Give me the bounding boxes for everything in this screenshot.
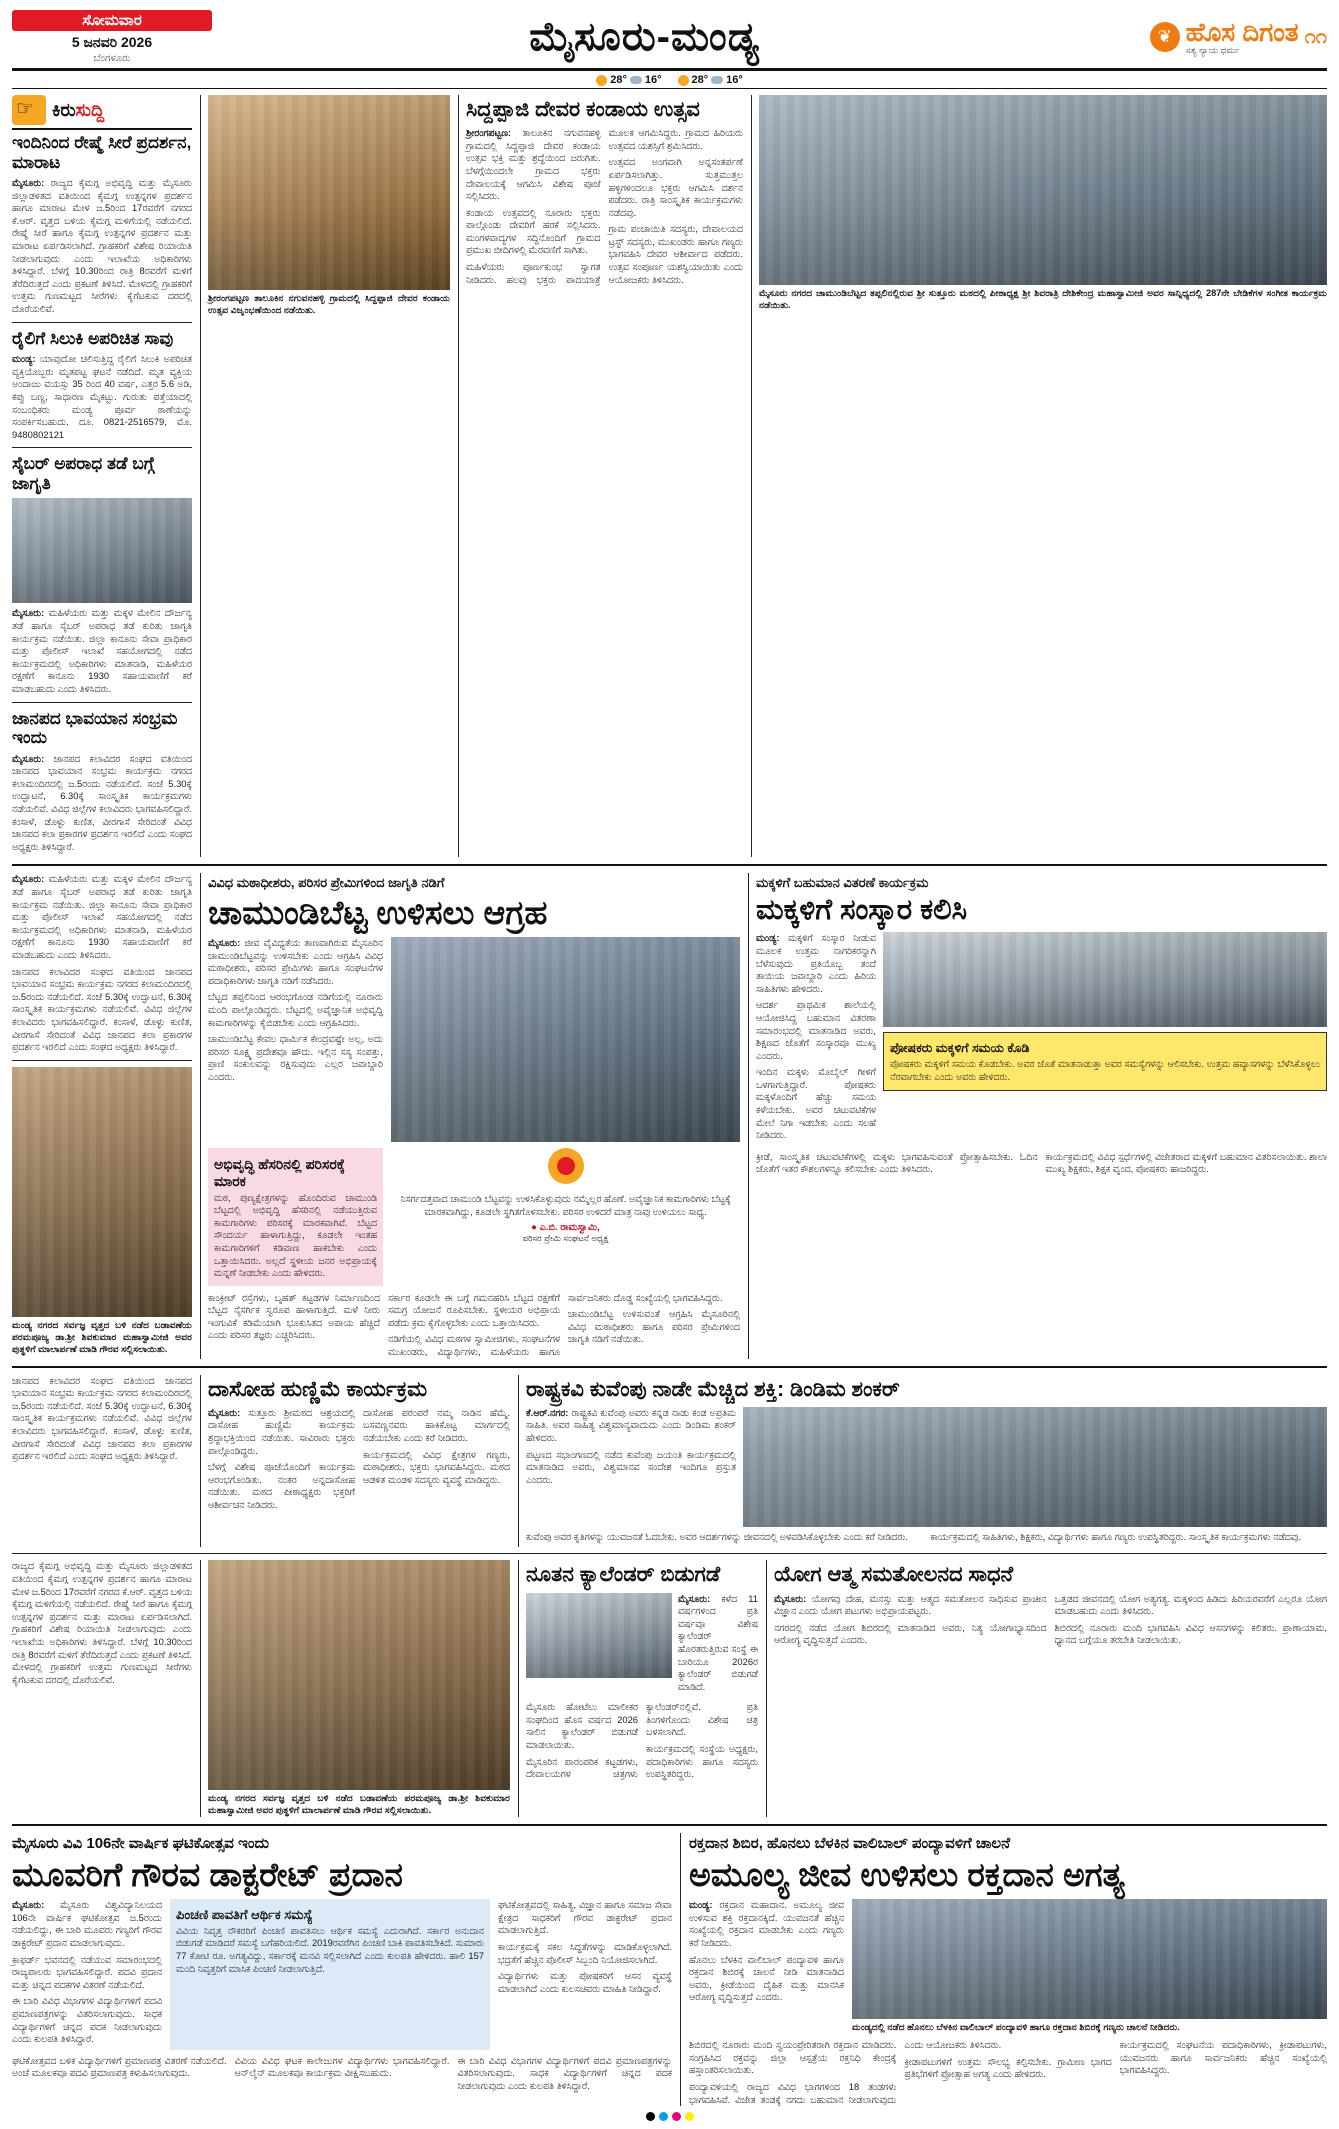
fourth-band (12, 1560, 1327, 1817)
masthead (12, 10, 1327, 71)
weather-strip (12, 71, 1327, 89)
kicker-makkalige: ಮಕ್ಕಳಿಗೆ ಬಹುಮಾನ ವಿತರಣೆ ಕಾರ್ಯಕ್ರಮ (756, 875, 929, 891)
article-text: ಪಂದ್ಯಾವಳಿಯಲ್ಲಿ ರಾಜ್ಯದ ವಿವಿಧ ಭಾಗಗಳಿಂದ 18 ತಂಡಗಳು ಭಾಗವಹಿಸಿವೆ. ವಿಜೇತ ತಂಡಕ್ಕೆ ನಗದು ಬಹುಮಾನ ನೀಡಲಾಗುವುದು ಎಂದು ಆಯೋಜಕರು ತಿಳಿಸಿದರು. (689, 2039, 1002, 2105)
story-dasoha-body (208, 1407, 510, 1512)
photo-caption-statue: ಮಂಡ್ಯ ನಗರದ ಸರ್ವಜ್ಞ ವೃತ್ತದ ಬಳಿ ನಡೆದ ಬಡಾವಣೆಯ ಪರಮಪೂಜ್ಯ ಡಾ.ಶ್ರೀ ಶಿವಕುಮಾರ ಮಹಾಸ್ವಾಮೀಜಿ ಅವರ ಪುತ್ಥಳಿಗೆ ಮಾಲಾರ್ಪಣೆ ಮಾಡಿ ಗೌರವ ಸಲ್ಲಿಸಲಾಯಿತು. (208, 1793, 510, 1816)
story-kuvempu-body-a (526, 1407, 736, 1487)
quote-text: ನಿಸರ್ಗದತ್ತವಾದ ಚಾಮುಂಡಿ ಬೆಟ್ಟವನ್ನು ಉಳಿಸಿಕೊಳ್ಳುವುದು ನಮ್ಮೆಲ್ಲರ ಹೊಣೆ. ಅವೈಜ್ಞಾನಿಕ ಕಾಮಗಾರಿಗಳು ಬೆಟ್ಟಕ್ಕೆ ಮಾರಕವಾಗಿದ್ದು, ಕೂಡಲೇ ಸ್ಥಗಿತಗೊಳಿಸಬೇಕು. ಪರಿಸರ ಉಳಿದರೆ ಮಾತ್ರ ನಾವು ಉಳಿಯಲು ಸಾಧ್ಯ. (400, 1192, 731, 1217)
article-text: ಈ ಬಾರಿ ವಿವಿಧ ವಿಭಾಗಗಳ ವಿದ್ಯಾರ್ಥಿಗಳಿಗೆ ಪದವಿ ಪ್ರಮಾಣಪತ್ರಗಳನ್ನು ವಿತರಿಸಲಾಗುವುದು. ಸಾಧಕ ವಿದ್ಯಾರ್ಥಿಗಳಿಗೆ ಚಿನ್ನದ ಪದಕ ನೀಡಲಾಗುವುದು ಎಂದು ಕುಲಪತಿ ತಿಳಿಸಿದ್ದಾರೆ. (457, 2054, 672, 2091)
fourth-band-spacer (12, 1560, 192, 1817)
dateline: ಮೈಸೂರು: (12, 177, 45, 189)
masthead-date: 5 ಜನವರಿ 2026 (71, 34, 153, 50)
article-text: ಶಿಬಿರದಲ್ಲಿ ನೂರಾರು ಮಂದಿ ಭಾಗವಹಿಸಿ ವಿವಿಧ ಆಸನಗಳನ್ನು ಕಲಿತರು. ಪ್ರಾಣಾಯಾಮ, ಧ್ಯಾನದ ಬಗ್ಗೆಯೂ ತರಬೇತಿ ನೀಡಲಾಯಿತು. (1054, 1621, 1327, 1646)
third-band (12, 1375, 1327, 1548)
article-text: ದಾಸೋಹ ಪರಂಪರೆ ನಮ್ಮ ನಾಡಿನ ಹೆಮ್ಮೆ. ಬಸವಣ್ಣನವರು ಹಾಕಿಕೊಟ್ಟ ಮಾರ್ಗದಲ್ಲಿ ನಡೆಯಬೇಕು ಎಂದು ಕರೆ ನೀಡಿದರು. (363, 1406, 510, 1443)
dateline: ಮೈಸೂರು: (12, 873, 45, 885)
story-yoga-body (774, 1593, 1327, 1651)
weather-low: 16° (726, 74, 743, 86)
article-text: ಕಾರ್ಯಕ್ರಮದಲ್ಲಿ ವಿವಿಧ ಕ್ಷೇತ್ರಗಳ ಗಣ್ಯರು, ಮಠಾಧೀಶರು, ಭಕ್ತರು ಭಾಗವಹಿಸಿದ್ದರು. ಮಠದ ಆಡಳಿತ ಮಂಡಳಿ ಸದಸ್ಯರು ವ್ಯವಸ್ಥೆ ಮಾಡಿದ್ದರು. (363, 1448, 510, 1485)
blood-body-tail (689, 2039, 1327, 2106)
article-text: ಮಹಿಳೆಯರು ಪೂರ್ಣಕುಂಭ ಸ್ವಾಗತ ನೀಡಿದರು. ಹಲವು ಭಕ್ತರು ಪಾದಯಾತ್ರೆ ಮೂಲಕ ಆಗಮಿಸಿದ್ದರು. ಗ್ರಾಮದ ಹಿರಿಯರು ಉತ್ಸವದ ಯಶಸ್ಸಿಗೆ ಶ್ರಮಿಸಿದರು. (466, 127, 743, 285)
story-chamundi-body-a (208, 937, 383, 1084)
quote-author-title: ಪರಿಸರ ಪ್ರೇಮಿ ಸಂಘಟನೆ ಅಧ್ಯಕ್ಷ (522, 1233, 609, 1244)
photo-statue-garlanding (208, 1560, 510, 1790)
article-text: ಉತ್ಸವದ ಅಂಗವಾಗಿ ಅನ್ನಸಂತರ್ಪಣೆ ಏರ್ಪಡಿಸಲಾಗಿತ್ತು. ಸುತ್ತಮುತ್ತಲ ಹಳ್ಳಿಗಳಿಂದಲೂ ಭಕ್ತರು ಆಗಮಿಸಿ ದರ್ಶನ ಪಡೆದರು. ರಾತ್ರಿ ಸಾಂಸ್ಕೃತಿಕ ಕಾರ್ಯಕ್ರಮಗಳು ನಡೆದವು. (608, 156, 743, 218)
mandya-photo-column (200, 1560, 510, 1817)
sidebar-text: ಮಠ, ಪುಣ್ಯಕ್ಷೇತ್ರಗಳನ್ನು ಹೊಂದಿರುವ ಚಾಮುಂಡಿ ಬೆಟ್ಟದಲ್ಲಿ ಅಭಿವೃದ್ಧಿ ಹೆಸರಿನಲ್ಲಿ ನಡೆಯುತ್ತಿರುವ ಕಾಮಗಾರಿಗಳು ಪರಿಸರಕ್ಕೆ ಮಾರಕವಾಗಿವೆ. ಬೆಟ್ಟದ ಸೌಂದರ್ಯ ಹಾಳಾಗುತ್ತಿದ್ದು, ಕೂಡಲೇ ಇಂತಹ ಕಾಮಗಾರಿಗಳಿಗೆ ಕಡಿವಾಣ ಹಾಕಬೇಕು ಎಂದು ಒತ್ತಾಯಿಸಿದರು. ಅಲ್ಲದೆ ಸ್ಥಳೀಯ ಜನರ ಅಭಿಪ್ರಾಯಕ್ಕೆ ಮನ್ನಣೆ ನೀಡಬೇಕು ಎಂದು ಹೇಳಿದರು. (214, 1191, 377, 1279)
weather-low: 16° (644, 74, 662, 86)
dateline: ಮೈಸೂರು: (12, 752, 45, 764)
yoga-column (766, 1560, 1327, 1817)
photo-chamundi-awareness-walk (391, 937, 740, 1142)
article-text: ವಿದ್ಯಾರ್ಥಿಗಳು ಮತ್ತು ಪೋಷಕರಿಗೆ ಆಸನ ವ್ಯವಸ್ಥೆ ಮಾಡಲಾಗಿದೆ ಎಂದು ಕುಲಸಚಿವರು ಮಾಹಿತಿ ನೀಡಿದ್ದಾರೆ. (498, 1970, 672, 1994)
dateline: ಮೈಸೂರು: (208, 936, 241, 948)
bottom-band (12, 1833, 1327, 2106)
article-text: ಮಹಿಳೆಯರು ಮತ್ತು ಮಕ್ಕಳ ಮೇಲಿನ ದೌರ್ಜನ್ಯ ತಡೆ ಹಾಗೂ ಸೈಬರ್ ಅಪರಾಧ ತಡೆ ಕುರಿತು ಜಾಗೃತಿ ಕಾರ್ಯಕ್ರಮ ನಡೆಯಿತು. ಜಿಲ್ಲಾ ಕಾನೂನು ಸೇವಾ ಪ್ರಾಧಿಕಾರ ಮತ್ತು ಪೊಲೀಸ್ ಇಲಾಖೆ ಸಹಯೋಗದಲ್ಲಿ ನಡೆದ ಕಾರ್ಯಕ್ರಮದಲ್ಲಿ ಅಧಿಕಾರಿಗಳು ಮಾತನಾಡಿ, ಮಹಿಳೆಯರ ರಕ್ಷಣೆಗೆ ಕಾನೂನು 1930 ಸಹಾಯವಾಣಿಗೆ ಕರೆ ಮಾಡಬಹುದು ಎಂದು ತಿಳಿಸಿದರು. (12, 607, 192, 694)
photo-caption-siddapaji: ಶ್ರೀರಂಗಪಟ್ಟಣ ತಾಲೂಕಿನ ನಗುವನಹಳ್ಳಿ ಗ್ರಾಮದಲ್ಲಿ ಸಿದ್ದಪ್ಪಾಜಿ ದೇವರ ಕಂಡಾಯ ಉತ್ಸವ ವಿಜೃಂಭಣೆಯಿಂದ ನಡೆಯಿತು. (208, 293, 450, 315)
left-continuation-body (12, 873, 192, 1053)
color-dot-cyan (659, 2112, 668, 2121)
sun-icon (596, 75, 607, 86)
siddapaji-photo-column (200, 95, 450, 857)
kuvempu-column (518, 1375, 1327, 1548)
sun-icon (678, 75, 689, 86)
article-text: ಕಳೆದ 11 ವರ್ಷಗಳಿಂದ ಪ್ರತಿ ವರ್ಷವೂ ವಿಶೇಷ ಕ್ಯಾಲೆಂಡರ್ ಹೊರತರುತ್ತಿರುವ ಸಂಸ್ಥೆ ಈ ಬಾರಿಯೂ 2026ರ ಕ್ಯಾಲೆಂಡರ್ ಬಿಡುಗಡೆ ಮಾಡಿದೆ. (678, 1592, 759, 1692)
article-text: ಇಂದಿನ ಮಕ್ಕಳು ಮೊಬೈಲ್ ಗೀಳಿಗೆ ಒಳಗಾಗುತ್ತಿದ್ದಾರೆ. ಪೋಷಕರು ಮಕ್ಕಳೊಂದಿಗೆ ಹೆಚ್ಚು ಸಮಯ ಕಳೆಯಬೇಕು. ಅವರ ಚಟುವಟಿಕೆಗಳ ಮೇಲೆ ನಿಗಾ ಇಡಬೇಕು ಎಂದು ಸಲಹೆ ನೀಡಿದರು. (756, 1066, 876, 1141)
masthead-brand (1077, 16, 1327, 56)
dateline: ಮೈಸೂರು: (678, 1592, 711, 1604)
kirusuddi-headline-0: ಇಂದಿನಿಂದ ರೇಷ್ಮೆ ಸೀರೆ ಪ್ರದರ್ಶನ, ಮಾರಾಟ (12, 133, 192, 172)
kirusuddi-label-2: ಸುದ್ದಿ (75, 99, 105, 120)
headline-convocation: ಮೂವರಿಗೆ ಗೌರವ ಡಾಕ್ಟರೇಟ್ ಪ್ರದಾನ (12, 1856, 403, 1894)
middle-band (12, 873, 1327, 1358)
kirusuddi-headline-2: ಸೈಬರ್ ಅಪರಾಧ ತಡೆ ಬಗ್ಗೆ ಜಾಗೃತಿ (12, 454, 155, 493)
headline-kuvempu: ರಾಷ್ಟ್ರಕವಿ ಕುವೆಂಪು ನಾಡೇ ಮೆಚ್ಚಿದ ಶಕ್ತಿ: ಡಿಂಡಿಮ ಶಂಕರ್ (526, 1377, 900, 1401)
headline-calendar: ನೂತನ ಕ್ಯಾಲೆಂಡರ್ ಬಿಡುಗಡೆ (526, 1563, 721, 1587)
weather-item (678, 74, 743, 86)
article-text: ಚಾಮುಂಡಿಬೆಟ್ಟ ಉಳಿಸುವಂತೆ ಆಗ್ರಹಿಸಿ ಮೈಸೂರಿನಲ್ಲಿ ವಿವಿಧ ಮಠಾಧೀಶರು ಹಾಗೂ ಪರಿಸರ ಪ್ರೇಮಿಗಳಿಂದ ಜಾಗೃತಿ ನಡಿಗೆ ನಡೆಯಿತು. (568, 1308, 740, 1345)
page-title: ಮೈಸೂರು-ಮಂಡ್ಯ (529, 14, 760, 59)
article-text: ರಾಜ್ಯದ ಕೈಮಗ್ಗ ಅಭಿವೃದ್ಧಿ ಮತ್ತು ಮೈಸೂರು ಜಿಲ್ಲಾಡಳಿತದ ವತಿಯಿಂದ ಕೈಮಗ್ಗ ಉತ್ಪನ್ನಗಳ ಪ್ರದರ್ಶನ ಹಾಗೂ ಮಾರಾಟ ಮೇಳ ಜ.5ರಿಂದ 17ರವರೆಗೆ ನಗರದ ಕೆ.ಆರ್. ವೃತ್ತದ ಬಳಿಯ ಕೈಮಗ್ಗ ಮಳಿಗೆಯಲ್ಲಿ ನಡೆಯಲಿದೆ. ರೇಷ್ಮೆ ಸೀರೆ ಹಾಗೂ ಕೈಮಗ್ಗ ಉತ್ಪನ್ನಗಳ ಪ್ರದರ್ಶನ ಮತ್ತು ಮಾರಾಟ ಏರ್ಪಡಿಸಲಾಗಿದೆ. ಗ್ರಾಹಕರಿಗೆ ವಿಶೇಷ ರಿಯಾಯಿತಿ ನೀಡಲಾಗುವುದು ಎಂದು ಇಲಾಖೆಯ ಅಧಿಕಾರಿಗಳು ತಿಳಿಸಿದ್ದಾರೆ. ಬೆಳಗ್ಗೆ 10.30ರಿಂದ ರಾತ್ರಿ 8ರವರೆಗೆ ಮಳಿಗೆ ತೆರೆದಿರುತ್ತದೆ ಎಂದು ಪ್ರಕಟಣೆ ತಿಳಿಸಿದೆ. ಮೇಳದಲ್ಲಿ ಗ್ರಾಹಕರಿಗೆ ಉತ್ತಮ ಗುಣಮಟ್ಟದ ಸೀರೆಗಳು ಕೈಗೆಟಕುವ ದರದಲ್ಲಿ ದೊರೆಯಲಿವೆ. (12, 1560, 192, 1685)
article-text: ಘಟಿಕೋತ್ಸವದಲ್ಲಿ ಸಾಹಿತ್ಯ, ವಿಜ್ಞಾನ ಹಾಗೂ ಸಮಾಜ ಸೇವಾ ಕ್ಷೇತ್ರದ ಸಾಧಕರಿಗೆ ಗೌರವ ಡಾಕ್ಟರೇಟ್ ಪ್ರದಾನ ಮಾಡಲಾಗುತ್ತಿದೆ. (498, 1899, 672, 1936)
article-text: ಘಟಿಕೋತ್ಸವದ ಬಳಿಕ ವಿದ್ಯಾರ್ಥಿಗಳಿಗೆ ಪ್ರಮಾಣಪತ್ರ ವಿತರಣೆ ನಡೆಯಲಿದೆ. ಅಂಚೆ ಮೂಲಕವೂ ಪದವಿ ಪ್ರಮಾಣಪತ್ರ ಕಳುಹಿಸಲಾಗುವುದು. (12, 2054, 227, 2079)
article-text: ಕಾರ್ಯಕ್ರಮದಲ್ಲಿ ವಿವಿಧ ಸ್ಪರ್ಧೆಗಳಲ್ಲಿ ವಿಜೇತರಾದ ಮಕ್ಕಳಿಗೆ ಬಹುಮಾನ ವಿತರಿಸಲಾಯಿತು. ಶಾಲಾ ಮುಖ್ಯ ಶಿಕ್ಷಕರು, ಶಿಕ್ಷಕ ವೃಂದ, ಪೋಷಕರು ಹಾಜರಿದ್ದರು. (1045, 1150, 1327, 1175)
photo-calendar-release (526, 1593, 672, 1678)
photo-suttur-math-event (759, 95, 1327, 285)
kirusuddi-label-1: ಕಿರು (52, 99, 76, 120)
blood-body-col1 (689, 1899, 844, 2004)
kirusuddi-body-2 (12, 607, 192, 695)
masthead-city: ಬೆಂಗಳೂರು (93, 53, 131, 64)
article-text: ಗ್ರಾಮ ಪಂಚಾಯಿತಿ ಸದಸ್ಯರು, ದೇವಾಲಯದ ಟ್ರಸ್ಟ್ ಸದಸ್ಯರು, ಮುಖಂಡರು ಹಾಗೂ ಗಣ್ಯರು ಭಾಗವಹಿಸಿ ದೇವರ ಆಶೀರ್ವಾದ ಪಡೆದರು. ಉತ್ಸವ ಸಂಪೂರ್ಣ ಯಶಸ್ವಿಯಾಯಿತು ಎಂದು ಆಯೋಜಕರು ತಿಳಿಸಿದರು. (608, 223, 743, 285)
article-text: ಕ್ರೀಡಾಪಟುಗಳಿಗೆ ಉತ್ತಮ ಸೌಲಭ್ಯ ಕಲ್ಪಿಸಬೇಕು. ಗ್ರಾಮೀಣ ಭಾಗದ ಪ್ರತಿಭೆಗಳಿಗೆ ಪ್ರೋತ್ಸಾಹ ಅಗತ್ಯ ಎಂದು ಹೇಳಿದರು. (904, 2055, 1112, 2080)
organization-logo-icon (548, 1148, 584, 1184)
article-text: ಕಾಂಕ್ರೀಟ್ ರಸ್ತೆಗಳು, ಬೃಹತ್ ಕಟ್ಟಡಗಳ ನಿರ್ಮಾಣದಿಂದ ಬೆಟ್ಟದ ನೈಸರ್ಗಿಕ ಸ್ವರೂಪ ಹಾಳಾಗುತ್ತಿದೆ. ಮಳೆ ನೀರು ಇಂಗುವಿಕೆ ಕಡಿಮೆಯಾಗಿ ಭೂಕುಸಿತದ ಅಪಾಯ ಹೆಚ್ಚಿದೆ ಎಂದು ಪರಿಸರ ತಜ್ಞರು ಎಚ್ಚರಿಸಿದರು. (208, 1291, 380, 1341)
article-text: ವಿವಿಯ ವಿವಿಧ ಘಟಕ ಕಾಲೇಜುಗಳ ವಿದ್ಯಾರ್ಥಿಗಳು ಭಾಗವಹಿಸಲಿದ್ದಾರೆ. ಆನ್‌ಲೈನ್ ಮೂಲಕವೂ ಕಾರ್ಯಕ್ರಮ ವೀಕ್ಷಿಸಬಹುದು. (234, 2054, 450, 2079)
article-text: ಹೊನಲು ಬೆಳಕಿನ ವಾಲಿಬಾಲ್ ಪಂದ್ಯಾವಳಿ ಹಾಗೂ ರಕ್ತದಾನ ಶಿಬಿರಕ್ಕೆ ಚಾಲನೆ ನೀಡಿ ಮಾತನಾಡಿದ ಅವರು, ಕ್ರೀಡೆಯಿಂದ ದೈಹಿಕ ಮತ್ತು ಮಾನಸಿಕ ಆರೋಗ್ಯ ವೃದ್ಧಿಸುತ್ತದೆ ಎಂದರು. (689, 1953, 844, 2003)
article-text: ಜಾನಪದ ಕಲಾವಿದರ ಸಂಘದ ವತಿಯಿಂದ ಜಾನಪದ ಭಾವಯಾನ ಸಂಭ್ರಮ ಕಾರ್ಯಕ್ರಮ ನಗರದ ಕಲಾಮಂದಿರದಲ್ಲಿ ಜ.5ರಂದು ನಡೆಯಲಿದೆ. ಸಂಜೆ 5.30ಕ್ಕೆ ಉದ್ಘಾಟನೆ, 6.30ಕ್ಕೆ ಸಾಂಸ್ಕೃತಿಕ ಕಾರ್ಯಕ್ರಮಗಳು ನಡೆಯಲಿವೆ. ವಿವಿಧ ಜಿಲ್ಲೆಗಳ ಕಲಾವಿದರು ಭಾಗವಹಿಸಲಿದ್ದಾರೆ. ಕಂಸಾಳೆ, ಡೊಳ್ಳು ಕುಣಿತ, ವೀರಗಾಸೆ ಸೇರಿದಂತೆ ವಿವಿಧ ಜಾನಪದ ಕಲಾ ಪ್ರಕಾರಗಳ ಪ್ರದರ್ಶನ ಇರಲಿದೆ ಎಂದು ಸಂಘದ ಅಧ್ಯಕ್ಷರು ತಿಳಿಸಿದ್ದಾರೆ. (12, 965, 192, 1053)
bottom-left-package (12, 1833, 672, 2106)
kirusuddi-title (52, 100, 104, 121)
headline-blooddonation: ಅಮೂಲ್ಯ ಜೀವ ಉಳಿಸಲು ರಕ್ತದಾನ ಅಗತ್ಯ (689, 1856, 1125, 1894)
cloud-icon (711, 76, 723, 84)
kicker-chamundi: ವಿವಿಧ ಮಠಾಧೀಶರು, ಪರಿಸರ ಪ್ರೇಮಿಗಳಿಂದ ಜಾಗೃತಿ ನಡಿಗೆ (208, 875, 445, 891)
dateline: ಮೈಸೂರು: (12, 1899, 45, 1911)
makkalige-column (748, 873, 1327, 1358)
article-text: ಕಾರ್ಯಕ್ರಮದಲ್ಲಿ ಸಂಸ್ಥೆಯ ಅಧ್ಯಕ್ಷರು, ಪದಾಧಿಕಾರಿಗಳು ಹಾಗೂ ಸದಸ್ಯರು ಉಪಸ್ಥಿತರಿದ್ದರು. (646, 1743, 758, 1780)
box-title-pension: ಪಿಂಚಣಿ ಪಾವತಿಗೆ ಆರ್ಥಿಕ ಸಮಸ್ಯೆ (176, 1907, 313, 1923)
article-text: ಕಾರ್ಯಕ್ರಮದಲ್ಲಿ ಸಾಹಿತಿಗಳು, ಶಿಕ್ಷಕರು, ವಿದ್ಯಾರ್ಥಿಗಳು ಹಾಗೂ ಗಣ್ಯರು ಉಪಸ್ಥಿತರಿದ್ದರು. ಸಾಂಸ್ಕೃತಿಕ ಕಾರ್ಯಕ್ರಮಗಳು ನಡೆದವು. (930, 1530, 1302, 1542)
story-siddapaji-body (466, 127, 743, 288)
article-text: ಜೀವ ವೈವಿಧ್ಯತೆಯ ತಾಣವಾಗಿರುವ ಮೈಸೂರಿನ ಚಾಮುಂಡಿಬೆಟ್ಟವನ್ನು ಉಳಿಸಬೇಕು ಎಂದು ಆಗ್ರಹಿಸಿ ವಿವಿಧ ಮಠಾಧೀಶರು, ಪರಿಸರ ಪ್ರೇಮಿಗಳು ಹಾಗೂ ಸಂಘಟನೆಗಳ ಪದಾಧಿಕಾರಿಗಳು ಜಾಗೃತಿ ನಡಿಗೆ ನಡೆಸಿದರು. (208, 936, 383, 986)
quote-author: ● ಎ.ಬಿ. ರಾಮಸ್ವಾಮಿ, (531, 1222, 600, 1234)
kirusuddi-header (12, 95, 192, 130)
article-text: ಯಾವುದೋ ಚಲಿಸುತ್ತಿದ್ದ ರೈಲಿಗೆ ಸಿಲುಕಿ ಅಪರಿಚಿತ ವ್ಯಕ್ತಿಯೊಬ್ಬರು ಮೃತಪಟ್ಟ ಘಟನೆ ನಡೆದಿದೆ. ಮೃತ ವ್ಯಕ್ತಿಯ ಅಂದಾಜು ವಯಸ್ಸು 35 ರಿಂದ 40 ವರ್ಷ, ಎತ್ತರ 5.6 ಅಡಿ, ಕಪ್ಪು ಬಣ್ಣ, ಸಾಧಾರಣ ಮೈಕಟ್ಟು. ಗುರುತು ಪತ್ತೆಯಾದಲ್ಲಿ ಸಂಬಂಧಿಕರು ಮಂಡ್ಯ ಪೂರ್ವ ಠಾಣೆಯನ್ನು ಸಂಪರ್ಕಿಸಬಹುದು. ದೂ. 0821-2516579, ಮೊ. 9480802121 (12, 353, 192, 440)
third-band-spacer (12, 1375, 192, 1548)
article-text: ಕ್ರೀಡೆ, ಸಾಂಸ್ಕೃತಿಕ ಚಟುವಟಿಕೆಗಳಲ್ಲಿ ಮಕ್ಕಳು ಭಾಗವಹಿಸುವಂತೆ ಪ್ರೋತ್ಸಾಹಿಸಬೇಕು. ಓದಿನ ಜೊತೆಗೆ ಇತರ ಕೌಶಲಗಳನ್ನೂ ಕಲಿಸಬೇಕು ಎಂದು ತಿಳಿಸಿದರು. (756, 1150, 1038, 1175)
article-text: ಶಿಬಿರದಲ್ಲಿ ನೂರಾರು ಮಂದಿ ಸ್ವಯಂಪ್ರೇರಿತರಾಗಿ ರಕ್ತದಾನ ಮಾಡಿದರು. ಸಂಗ್ರಹಿಸಿದ ರಕ್ತವನ್ನು ಜಿಲ್ಲಾ ಆಸ್ಪತ್ರೆಯ ರಕ್ತನಿಧಿ ಕೇಂದ್ರಕ್ಕೆ ಹಸ್ತಾಂತರಿಸಲಾಯಿತು. (689, 2039, 897, 2076)
convocation-body-col1 (12, 1899, 162, 2046)
article-text: ಜಾನಪದ ಕಲಾವಿದರ ಸಂಘದ ವತಿಯಿಂದ ಜಾನಪದ ಭಾವಯಾನ ಸಂಭ್ರಮ ಕಾರ್ಯಕ್ರಮ ನಗರದ ಕಲಾಮಂದಿರದಲ್ಲಿ ಜ.5ರಂದು ನಡೆಯಲಿದೆ. ಸಂಜೆ 5.30ಕ್ಕೆ ಉದ್ಘಾಟನೆ, 6.30ಕ್ಕೆ ಸಾಂಸ್ಕೃತಿಕ ಕಾರ್ಯಕ್ರಮಗಳು ನಡೆಯಲಿವೆ. ವಿವಿಧ ಜಿಲ್ಲೆಗಳ ಕಲಾವಿದರು ಭಾಗವಹಿಸಲಿದ್ದಾರೆ. ಕಂಸಾಳೆ, ಡೊಳ್ಳು ಕುಣಿತ, ವೀರಗಾಸೆ ಸೇರಿದಂತೆ ವಿವಿಧ ಜಾನಪದ ಕಲಾ ಪ್ರಕಾರಗಳ ಪ್ರದರ್ಶನ ಇರಲಿದೆ ಎಂದು ಸಂಘದ ಅಧ್ಯಕ್ಷರು ತಿಳಿಸಿದ್ದಾರೆ. (12, 1374, 192, 1462)
dateline: ಮಂಡ್ಯ: (689, 1899, 713, 1911)
story-kuvempu-body-b (526, 1531, 1327, 1548)
dateline: ಕೆ.ಆರ್.ನಗರ: (526, 1406, 569, 1418)
spacer-text (12, 1375, 192, 1463)
box-title: ಪೋಷಕರು ಮಕ್ಕಳಿಗೆ ಸಮಯ ಕೊಡಿ (890, 1041, 1030, 1056)
weather-item (596, 74, 661, 86)
article-text: ಮೈಸೂರು ವಿಶ್ವವಿದ್ಯಾನಿಲಯದ 106ನೇ ವಾರ್ಷಿಕ ಘಟಿಕೋತ್ಸವ ಜ.5ರಂದು ನಡೆಯಲಿದ್ದು, ಈ ಬಾರಿ ಮೂವರು ಗಣ್ಯರಿಗೆ ಗೌರವ ಡಾಕ್ಟರೇಟ್ ಪ್ರದಾನ ಮಾಡಲಾಗುವುದು. (12, 1899, 162, 1949)
pension-box (170, 1899, 490, 2050)
article-text: ಕ್ರಾಫರ್ಡ್ ಭವನದಲ್ಲಿ ನಡೆಯುವ ಸಮಾರಂಭದಲ್ಲಿ ರಾಜ್ಯಪಾಲರು ಭಾಗವಹಿಸಲಿದ್ದಾರೆ. ಪದವಿ ಪ್ರದಾನ ಮತ್ತು ಚಿನ್ನದ ಪದಕಗಳ ವಿತರಣೆ ನಡೆಯಲಿದೆ. (12, 1953, 162, 1990)
article-text: ಸರ್ಕಾರ ಕೂಡಲೇ ಈ ಬಗ್ಗೆ ಗಮನಹರಿಸಿ ಬೆಟ್ಟದ ರಕ್ಷಣೆಗೆ ಸಮಗ್ರ ಯೋಜನೆ ರೂಪಿಸಬೇಕು. ಸ್ಥಳೀಯರ ಅಭಿಪ್ರಾಯ ಪಡೆದು ಕ್ರಮ ಕೈಗೊಳ್ಳಬೇಕು ಎಂದು ಒತ್ತಾಯಿಸಿದರು. (388, 1291, 560, 1328)
convocation-body-tail (12, 2055, 672, 2093)
photo-siddapaji-procession (208, 95, 450, 290)
photo-mandya-statue (12, 1067, 192, 1317)
left-continuation-column (12, 873, 192, 1358)
article-text: ಚಾಮುಂಡಿಬೆಟ್ಟ ಕೇವಲ ಧಾರ್ಮಿಕ ಕೇಂದ್ರವಷ್ಟೇ ಅಲ್ಲ, ಅದು ಪರಿಸರ ಸೂಕ್ಷ್ಮ ಪ್ರದೇಶವೂ ಹೌದು. ಇಲ್ಲಿನ ಸಸ್ಯ ಸಂಪತ್ತು, ಪ್ರಾಣಿ ಸಂಕುಲವನ್ನು ರಕ್ಷಿಸುವುದು ಎಲ್ಲರ ಜವಾಬ್ದಾರಿ ಎಂದರು. (208, 1033, 383, 1082)
box-text: ಪೋಷಕರು ಮಕ್ಕಳಿಗೆ ಸಮಯ ಕೊಡಬೇಕು. ಅವರ ಜೊತೆ ಮಾತನಾಡುತ್ತಾ ಅವರ ಸಮಸ್ಯೆಗಳನ್ನು ಆಲಿಸಬೇಕು. ಉತ್ತಮ ಹವ್ಯಾಸಗಳನ್ನು ಬೆಳೆಸಿಕೊಳ್ಳಲು ನೆರವಾಗಬೇಕು ಎಂದು ಅವರು ಹೇಳಿದರು. (890, 1058, 1320, 1082)
dasoha-column (200, 1375, 510, 1548)
story-calendar-body-b (526, 1701, 758, 1783)
article-text: ನಗರದಲ್ಲಿ ನಡೆದ ಯೋಗ ಶಿಬಿರದಲ್ಲಿ ಮಾತನಾಡಿದ ಅವರು, ನಿತ್ಯ ಯೋಗಾಭ್ಯಾಸದಿಂದ ಆರೋಗ್ಯ ವೃದ್ಧಿಸುತ್ತದೆ ಎಂದರು. (774, 1621, 1047, 1646)
story-makkalige-body-b (756, 1151, 1327, 1180)
kirusuddi-body-3 (12, 753, 192, 854)
calendar-column (518, 1560, 758, 1817)
cloud-icon (630, 76, 642, 84)
article-text: ಬೆಟ್ಟದ ತಪ್ಪಲಿನಿಂದ ಆರಂಭಗೊಂಡ ನಡಿಗೆಯಲ್ಲಿ ನೂರಾರು ಮಂದಿ ಪಾಲ್ಗೊಂಡಿದ್ದರು. ಬೆಟ್ಟದಲ್ಲಿ ಅವೈಜ್ಞಾನಿಕ ಅಭಿವೃದ್ಧಿ ಕಾಮಗಾರಿಗಳನ್ನು ಕೈಬಿಡಬೇಕು ಎಂದು ಆಗ್ರಹಿಸಿದರು. (208, 991, 383, 1028)
article-text: ರಕ್ತದಾನ ಮಹಾದಾನ. ಅಮೂಲ್ಯ ಜೀವ ಉಳಿಸುವ ಶಕ್ತಿ ರಕ್ತದಾನಕ್ಕಿದೆ. ಯುವಜನತೆ ಹೆಚ್ಚಿನ ಸಂಖ್ಯೆಯಲ್ಲಿ ರಕ್ತದಾನ ಮಾಡಬೇಕು ಎಂದು ಗಣ್ಯರು ಕರೆ ನೀಡಿದರು. (689, 1899, 844, 1949)
weather-high: 28° (691, 74, 709, 86)
photo-caption-calendar: ಮೈಸೂರು ಹೋಟೆಲು ಮಾಲೀಕರ ಸಂಘದಿಂದ ಹೊಸ ವರ್ಷದ 2026 ಸಾಲಿನ ಕ್ಯಾಲೆಂಡರ್ ಬಿಡುಗಡೆ ಮಾಡಲಾಯಿತು. (526, 1701, 638, 1751)
headline-dasoha: ದಾಸೋಹ ಹುಣ್ಣಿಮೆ ಕಾರ್ಯಕ್ರಮ (208, 1377, 428, 1401)
article-text: ಮಹಿಳೆಯರು ಮತ್ತು ಮಕ್ಕಳ ಮೇಲಿನ ದೌರ್ಜನ್ಯ ತಡೆ ಹಾಗೂ ಸೈಬರ್ ಅಪರಾಧ ತಡೆ ಕುರಿತು ಜಾಗೃತಿ ಕಾರ್ಯಕ್ರಮ ನಡೆಯಿತು. ಜಿಲ್ಲಾ ಕಾನೂನು ಸೇವಾ ಪ್ರಾಧಿಕಾರ ಮತ್ತು ಪೊಲೀಸ್ ಇಲಾಖೆ ಸಹಯೋಗದಲ್ಲಿ ನಡೆದ ಕಾರ್ಯಕ್ರಮದಲ್ಲಿ ಅಧಿಕಾರಿಗಳು ಮಾತನಾಡಿ, ಮಹಿಳೆಯರ ರಕ್ಷಣೆಗೆ ಕಾನೂನು 1930 ಸಹಾಯವಾಣಿಗೆ ಕರೆ ಮಾಡಬಹುದು ಎಂದು ತಿಳಿಸಿದರು. (12, 873, 192, 960)
article-text: ಕುವೆಂಪು ಅವರ ಕೃತಿಗಳನ್ನು ಯುವಜನತೆ ಓದಬೇಕು. ಅವರ ಆದರ್ಶಗಳನ್ನು ಜೀವನದಲ್ಲಿ ಅಳವಡಿಸಿಕೊಳ್ಳಬೇಕು ಎಂದು ಕರೆ ನೀಡಿದರು. (526, 1530, 908, 1542)
box-text-pension: ವಿವಿಯ ನಿವೃತ್ತ ನೌಕರರಿಗೆ ಪಿಂಚಣಿ ಪಾವತಿಸಲು ಆರ್ಥಿಕ ಸಮಸ್ಯೆ ಎದುರಾಗಿದೆ. ಸರ್ಕಾರ ಅನುದಾನ ಬಿಡುಗಡೆ ಮಾಡಿದರೆ ಸಮಸ್ಯೆ ಬಗೆಹರಿಯಲಿದೆ. 2019ರವರೆಗಿನ ಪಿಂಚಣಿ ಬಾಕಿ ಪಾವತಿಸಬೇಕಿದೆ. ಸುಮಾರು 77 ಕೋಟಿ ರೂ. ಅಗತ್ಯವಿದ್ದು, ಸರ್ಕಾರಕ್ಕೆ ಮನವಿ ಸಲ್ಲಿಸಲಾಗಿದೆ ಎಂದು ಕುಲಪತಿ ಹೇಳಿದರು. ಹಾಲಿ 157 ಮಂದಿ ನಿವೃತ್ತರಿಗೆ ಮಾಸಿಕ ಪಿಂಚಣಿ ನೀಡಲಾಗುತ್ತಿದೆ. (176, 1924, 484, 1974)
spacer-text (12, 1560, 192, 1686)
article-text: ನಡಿಗೆಯಲ್ಲಿ ವಿವಿಧ ಮಠಗಳ ಸ್ವಾಮೀಜಿಗಳು, ಸಂಘಟನೆಗಳ ಮುಖಂಡರು, ವಿದ್ಯಾರ್ಥಿಗಳು, ಮಹಿಳೆಯರು ಹಾಗೂ ಸಾರ್ವಜನಿಕರು ದೊಡ್ಡ ಸಂಖ್ಯೆಯಲ್ಲಿ ಭಾಗವಹಿಸಿದ್ದರು. (388, 1291, 723, 1358)
chamundi-quote-block (391, 1148, 740, 1286)
article-text: ಮಕ್ಕಳಿಗೆ ಸಂಸ್ಕಾರ ನೀಡುವ ಮೂಲಕ ಉತ್ತಮ ನಾಗರಿಕರನ್ನಾಗಿ ಬೆಳೆಸುವುದು ಪ್ರತಿಯೊಬ್ಬ ತಂದೆ ತಾಯಿಯ ಜವಾಬ್ದಾರಿ ಎಂದು ಹಿರಿಯ ಸಾಹಿತಿಗಳು ಹೇಳಿದರು. (756, 932, 877, 994)
registration-color-marks (12, 2106, 1327, 2123)
headline-yoga: ಯೋಗ ಆತ್ಮ ಸಮತೋಲನದ ಸಾಧನೆ (774, 1563, 1014, 1587)
dateline: ಮೈಸೂರು: (208, 1406, 241, 1418)
article-text: ಬೆಳಗ್ಗೆ ವಿಶೇಷ ಪೂಜೆಯೊಂದಿಗೆ ಕಾರ್ಯಕ್ರಮ ಆರಂಭಗೊಂಡಿತು. ನಂತರ ಅನ್ನದಾಸೋಹ ನಡೆಯಿತು. ಮಠದ ಪೀಠಾಧ್ಯಕ್ಷರು ಭಕ್ತರಿಗೆ ಆಶೀರ್ವಚನ ನೀಡಿದರು. (208, 1461, 355, 1510)
dateline: ಮಂಡ್ಯ: (12, 353, 36, 365)
article-text: ಆದರ್ಶ ಪ್ರಾಥಮಿಕ ಶಾಲೆಯಲ್ಲಿ ಆಯೋಜಿಸಿದ್ದ ಬಹುಮಾನ ವಿತರಣಾ ಸಮಾರಂಭದಲ್ಲಿ ಮಾತನಾಡಿದ ಅವರು, ಶಿಕ್ಷಣದ ಜೊತೆಗೆ ಸಂಸ್ಕಾರವೂ ಮುಖ್ಯ ಎಂದರು. (756, 999, 876, 1061)
article-text: ಕಂಡಾಯ ಉತ್ಸವದಲ್ಲಿ ನೂರಾರು ಭಕ್ತರು ಪಾಲ್ಗೊಂಡು ದೇವರಿಗೆ ಹರಕೆ ಸಲ್ಲಿಸಿದರು. ಮಂಗಳವಾದ್ಯಗಳ ಸದ್ದಿನೊಂದಿಗೆ ಗ್ರಾಮದ ಪ್ರಮುಖ ಬೀದಿಗಳಲ್ಲಿ ಮೆರವಣಿಗೆ ಸಾಗಿತು. (466, 206, 601, 256)
article-text: ತಾಲೂಕಿನ ನಗುವನಹಳ್ಳಿ ಗ್ರಾಮದಲ್ಲಿ ಸಿದ್ದಪ್ಪಾಜಿ ದೇವರ ಕಂಡಾಯ ಉತ್ಸವ ಭಕ್ತಿ ಮತ್ತು ಶ್ರದ್ಧೆಯಿಂದ ಜರುಗಿತು. ಬೆಳಗ್ಗೆಯಿಂದಲೇ ಗ್ರಾಮದ ಭಕ್ತರು ದೇವಾಲಯಕ್ಕೆ ಆಗಮಿಸಿ ವಿಶೇಷ ಪೂಜೆ ಸಲ್ಲಿಸಿದರು. (466, 127, 601, 202)
dateline: ಮೈಸೂರು: (12, 607, 45, 619)
photo-kuvempu-jayanti (743, 1407, 1327, 1527)
chamundi-sidebar-box (208, 1148, 383, 1286)
kicker-blooddonation: ರಕ್ತದಾನ ಶಿಬಿರ, ಹೊನಲು ಬೆಳಕಿನ ವಾಲಿಬಾಲ್ ಪಂದ್ಯಾವಳಿಗೆ ಚಾಲನೆ (689, 1835, 1011, 1853)
photo-cyber-awareness (12, 498, 192, 603)
brand-name: ಹೊಸ ದಿಗಂತ (1185, 16, 1299, 47)
article-text: ಕಾರ್ಯಕ್ರಮದಲ್ಲಿ ಸಂಘಟನೆಯ ಪದಾಧಿಕಾರಿಗಳು, ಕ್ರೀಡಾಪಟುಗಳು, ಯುವಜನರು ಹಾಗೂ ಸಾರ್ವಜನಿಕರು ಹೆಚ್ಚಿನ ಸಂಖ್ಯೆಯಲ್ಲಿ ಭಾಗವಹಿಸಿದ್ದರು. (1119, 2039, 1327, 2076)
color-dot-yellow (685, 2112, 694, 2121)
kirusuddi-body-0 (12, 177, 192, 316)
headline-chamundi: ಚಾಮುಂಡಿಬೆಟ್ಟ ಉಳಿಸಲು ಆಗ್ರಹ (208, 894, 548, 932)
photo-caption-sankranthi: ಮೈಸೂರು ನಗರದ ಚಾಮುಂಡಿಬೆಟ್ಟದ ತಪ್ಪಲಿನಲ್ಲಿರುವ ಶ್ರೀ ಸುತ್ತೂರು ಮಠದಲ್ಲಿ ಪೀಠಾಧ್ಯಕ್ಷ ಶ್ರೀ ಶಿವರಾತ್ರಿ ದೇಶಿಕೇಂದ್ರ ಮಹಾಸ್ವಾಮೀಜಿ ಅವರ ಸಾನ್ನಿಧ್ಯದಲ್ಲಿ 287ನೇ ಬೇಡಿಕೆಗಳ ಸಂಗೀತ ಕಾರ್ಯಕ್ರಮ ನಡೆಯಿತು. (759, 288, 1327, 310)
photo-caption-blood: ಮಂಡ್ಯದಲ್ಲಿ ನಡೆದ ಹೊನಲು ಬೆಳಕಿನ ವಾಲಿಬಾಲ್ ಪಂದ್ಯಾವಳಿ ಹಾಗೂ ರಕ್ತದಾನ ಶಿಬಿರಕ್ಕೆ ಗಣ್ಯರು ಚಾಲನೆ ನೀಡಿದರು. (852, 2022, 1180, 2033)
sidebar-title: ಅಭಿವೃದ್ಧಿ ಹೆಸರಿನಲ್ಲಿ ಪರಿಸರಕ್ಕೆ ಮಾರಕ (214, 1155, 345, 1189)
color-dot-magenta (672, 2112, 681, 2121)
article-text: ಈ ಬಾರಿ ವಿವಿಧ ವಿಭಾಗಗಳ ವಿದ್ಯಾರ್ಥಿಗಳಿಗೆ ಪದವಿ ಪ್ರಮಾಣಪತ್ರಗಳನ್ನು ವಿತರಿಸಲಾಗುವುದು. ಸಾಧಕ ವಿದ್ಯಾರ್ಥಿಗಳಿಗೆ ಚಿನ್ನದ ಪದಕ ನೀಡಲಾಗುವುದು ಎಂದು ಕುಲಪತಿ ತಿಳಿಸಿದ್ದಾರೆ. (12, 1995, 162, 2045)
makkalige-highlight-box (883, 1032, 1327, 1090)
story-chamundi-body-b (208, 1292, 740, 1359)
photo-volleyball-inauguration (852, 1899, 1327, 2019)
kirusuddi-headline-1: ರೈಲಿಗೆ ಸಿಲುಕಿ ಅಪರಿಚಿತ ಸಾವು (12, 328, 174, 348)
weather-high: 28° (610, 74, 627, 86)
article-text: ಕಾರ್ಯಕ್ರಮಕ್ಕೆ ಸಕಲ ಸಿದ್ಧತೆಗಳನ್ನು ಮಾಡಿಕೊಳ್ಳಲಾಗಿದೆ. ಭದ್ರತೆಗೆ ಹೆಚ್ಚಿನ ಪೊಲೀಸ್ ಸಿಬ್ಬಂದಿ ನಿಯೋಜಿಸಲಾಗಿದೆ. (498, 1941, 672, 1965)
pointing-hand-icon (12, 95, 46, 125)
headline-makkalige: ಮಕ್ಕಳಿಗೆ ಸಂಸ್ಕಾರ ಕಲಿಸಿ (756, 894, 968, 927)
photo-prize-distribution (883, 932, 1327, 1027)
kicker-convocation: ಮೈಸೂರು ವಿವಿ 106ನೇ ವಾರ್ಷಿಕ ಘಟಿಕೋತ್ಸವ ಇಂದು (12, 1835, 269, 1853)
sankranthi-photo-column (751, 95, 1327, 857)
top-band (12, 95, 1327, 857)
article-text: ಪಟ್ಟಣದ ಸಭಾಂಗಣದಲ್ಲಿ ನಡೆದ ಕುವೆಂಪು ಜಯಂತಿ ಕಾರ್ಯಕ್ರಮದಲ್ಲಿ ಮಾತನಾಡಿದ ಅವರು, ವಿಶ್ವಮಾನವ ಸಂದೇಶ ಇಂದಿಗೂ ಪ್ರಸ್ತುತ ಎಂದರು. (526, 1448, 736, 1485)
masthead-day: ಸೋಮವಾರ (12, 10, 212, 31)
kirusuddi-body-1 (12, 353, 192, 441)
story-calendar-body-a (678, 1593, 758, 1694)
masthead-center (212, 15, 1077, 60)
photo-caption-mandya: ಮಂಡ್ಯ ನಗರದ ಸರ್ವಜ್ಞ ವೃತ್ತದ ಬಳಿ ನಡೆದ ಬಡಾವಣೆಯ ಪರಮಪೂಜ್ಯ ಡಾ.ಶ್ರೀ ಶಿವಕುಮಾರ ಮಹಾಸ್ವಾಮೀಜಿ ಅವರ ಪುತ್ಥಳಿಗೆ ಮಾಲಾರ್ಪಣೆ ಮಾಡಿ ಗೌರವ ಸಲ್ಲಿಸಲಾಯಿತು. (12, 1319, 192, 1354)
kirusuddi-column (12, 95, 192, 857)
brand-logo-icon: ❦ (1150, 22, 1180, 52)
dateline: ಮೈಸೂರು: (774, 1592, 807, 1604)
article-text: ರಾಜ್ಯದ ಕೈಮಗ್ಗ ಅಭಿವೃದ್ಧಿ ಮತ್ತು ಮೈಸೂರು ಜಿಲ್ಲಾಡಳಿತದ ವತಿಯಿಂದ ಕೈಮಗ್ಗ ಉತ್ಪನ್ನಗಳ ಪ್ರದರ್ಶನ ಹಾಗೂ ಮಾರಾಟ ಮೇಳ ಜ.5ರಿಂದ 17ರವರೆಗೆ ನಗರದ ಕೆ.ಆರ್. ವೃತ್ತದ ಬಳಿಯ ಕೈಮಗ್ಗ ಮಳಿಗೆಯಲ್ಲಿ ನಡೆಯಲಿದೆ. ರೇಷ್ಮೆ ಸೀರೆ ಹಾಗೂ ಕೈಮಗ್ಗ ಉತ್ಪನ್ನಗಳ ಪ್ರದರ್ಶನ ಮತ್ತು ಮಾರಾಟ ಏರ್ಪಡಿಸಲಾಗಿದೆ. ಗ್ರಾಹಕರಿಗೆ ವಿಶೇಷ ರಿಯಾಯಿತಿ ನೀಡಲಾಗುವುದು ಎಂದು ಇಲಾಖೆಯ ಅಧಿಕಾರಿಗಳು ತಿಳಿಸಿದ್ದಾರೆ. ಬೆಳಗ್ಗೆ 10.30ರಿಂದ ರಾತ್ರಿ 8ರವರೆಗೆ ಮಳಿಗೆ ತೆರೆದಿರುತ್ತದೆ ಎಂದು ಪ್ರಕಟಣೆ ತಿಳಿಸಿದೆ. ಮೇಳದಲ್ಲಿ ಗ್ರಾಹಕರಿಗೆ ಉತ್ತಮ ಗುಣಮಟ್ಟದ ಸೀರೆಗಳು ಕೈಗೆಟಕುವ ದರದಲ್ಲಿ ದೊರೆಯಲಿವೆ. (12, 177, 192, 315)
chamundi-column (200, 873, 740, 1358)
color-dot-black (646, 2112, 655, 2121)
dateline: ಶ್ರೀರಂಗಪಟ್ಟಣ: (466, 127, 512, 139)
page-number: ೧೧ (1304, 25, 1327, 48)
kirusuddi-headline-3: ಜಾನಪದ ಭಾವಯಾನ ಸಂಭ್ರಮ ಇಂದು (12, 708, 178, 748)
masthead-dateblock (12, 10, 212, 64)
story-makkalige-body-a (756, 932, 876, 1142)
bottom-right-package (680, 1833, 1327, 2106)
dateline: ಮಂಡ್ಯ: (756, 932, 780, 944)
siddapaji-story-column (458, 95, 743, 857)
headline-siddapaji: ಸಿದ್ದಪ್ಪಾಜಿ ದೇವರ ಕಂಡಾಯ ಉತ್ಸವ (466, 98, 700, 121)
brand-tagline: ಸತ್ಯ ನ್ಯಾಯ ಧರ್ಮ (1185, 44, 1240, 55)
article-text: ಯೋಗವು ದೇಹ, ಮನಸ್ಸು ಮತ್ತು ಆತ್ಮದ ಸಮತೋಲನ ಸಾಧಿಸುವ ಪ್ರಾಚೀನ ವಿಜ್ಞಾನ ಎಂದು ಯೋಗ ಪಟುಗಳು ಅಭಿಪ್ರಾಯಪಟ್ಟರು. (774, 1592, 1047, 1617)
convocation-body-col3 (498, 1899, 672, 1995)
article-text: ಒತ್ತಡದ ಜೀವನದಲ್ಲಿ ಯೋಗ ಅತ್ಯಗತ್ಯ. ಮಕ್ಕಳಿಂದ ಹಿಡಿದು ಹಿರಿಯರವರೆಗೆ ಎಲ್ಲರೂ ಯೋಗ ಮಾಡಬಹುದು ಎಂದು ತಿಳಿಸಿದರು. (1054, 1592, 1327, 1617)
article-text: ಮೈಸೂರಿನ ಪಾರಂಪರಿಕ ಕಟ್ಟಡಗಳು, ದೇವಾಲಯಗಳ ಚಿತ್ರಗಳು ಕ್ಯಾಲೆಂಡರ್‌ನಲ್ಲಿವೆ. ಪ್ರತಿ ತಿಂಗಳಿಗೊಂದು ವಿಶೇಷ ಚಿತ್ರ ಬಳಸಲಾಗಿದೆ. (526, 1701, 758, 1780)
article-text: ಸುತ್ತೂರು ಶ್ರೀಮಠದ ಆಶ್ರಯದಲ್ಲಿ ದಾಸೋಹ ಹುಣ್ಣಿಮೆ ಕಾರ್ಯಕ್ರಮ ಶ್ರದ್ಧಾಭಕ್ತಿಯಿಂದ ನಡೆಯಿತು. ಸಾವಿರಾರು ಭಕ್ತರು ಪಾಲ್ಗೊಂಡಿದ್ದರು. (208, 1406, 355, 1456)
article-text: ರಾಷ್ಟ್ರಕವಿ ಕುವೆಂಪು ಅವರು ಕನ್ನಡ ನಾಡು ಕಂಡ ಅಪ್ರತಿಮ ಸಾಹಿತಿ. ಅವರ ಸಾಹಿತ್ಯ ವಿಶ್ವಮಾನ್ಯವಾದುದು ಎಂದು ಡಿಂಡಿಮ ಶಂಕರ್ ಹೇಳಿದರು. (526, 1406, 737, 1443)
article-text: ಜಾನಪದ ಕಲಾವಿದರ ಸಂಘದ ವತಿಯಿಂದ ಜಾನಪದ ಭಾವಯಾನ ಸಂಭ್ರಮ ಕಾರ್ಯಕ್ರಮ ನಗರದ ಕಲಾಮಂದಿರದಲ್ಲಿ ಜ.5ರಂದು ನಡೆಯಲಿದೆ. ಸಂಜೆ 5.30ಕ್ಕೆ ಉದ್ಘಾಟನೆ, 6.30ಕ್ಕೆ ಸಾಂಸ್ಕೃತಿಕ ಕಾರ್ಯಕ್ರಮಗಳು ನಡೆಯಲಿವೆ. ವಿವಿಧ ಜಿಲ್ಲೆಗಳ ಕಲಾವಿದರು ಭಾಗವಹಿಸಲಿದ್ದಾರೆ. ಕಂಸಾಳೆ, ಡೊಳ್ಳು ಕುಣಿತ, ವೀರಗಾಸೆ ಸೇರಿದಂತೆ ವಿವಿಧ ಜಾನಪದ ಕಲಾ ಪ್ರಕಾರಗಳ ಪ್ರದರ್ಶನ ಇರಲಿದೆ ಎಂದು ಸಂಘದ ಅಧ್ಯಕ್ಷರು ತಿಳಿಸಿದ್ದಾರೆ. (12, 752, 192, 852)
